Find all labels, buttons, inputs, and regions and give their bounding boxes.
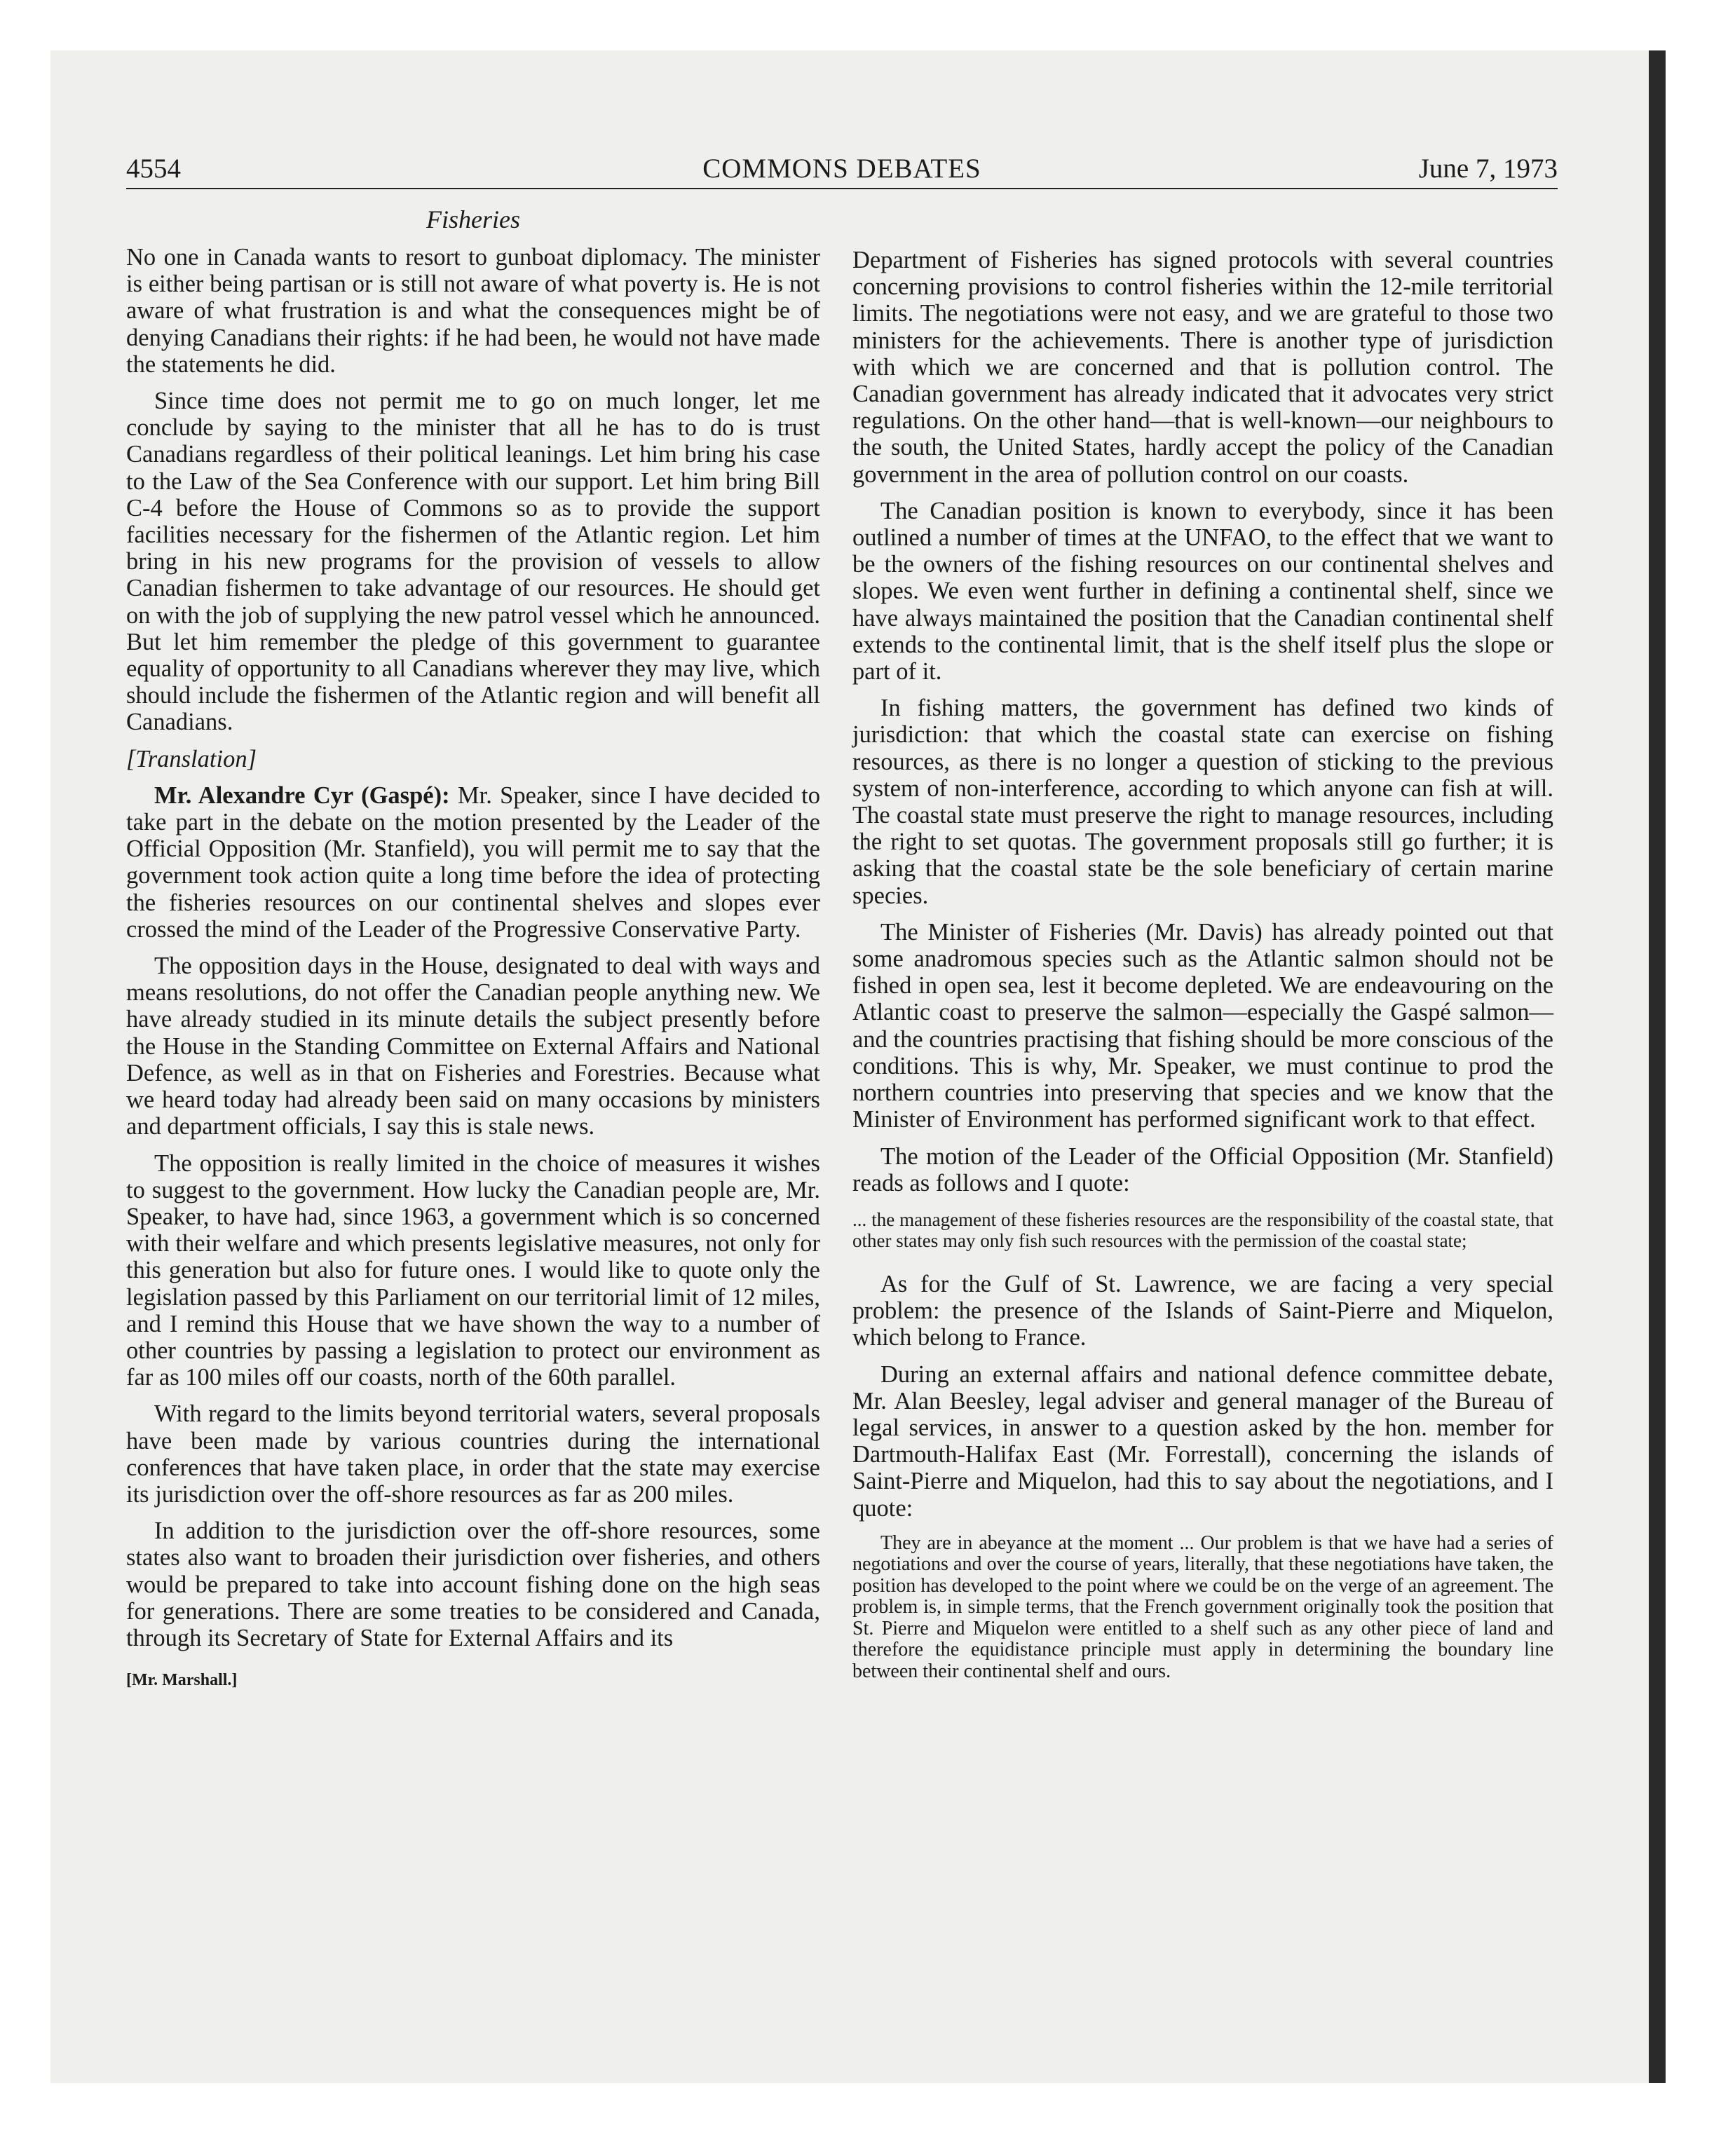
paragraph: The motion of the Leader of the Official Opposition (Mr. Stanfield) reads as follows and I quote: bbox=[852, 1142, 1553, 1196]
paragraph: As for the Gulf of St. Lawrence, we are facing a very special problem: the presence of the Islands of Saint-Pierre and Miquelon, which belong to France. bbox=[852, 1270, 1553, 1351]
speaker-name: Mr. Alexandre Cyr (Gaspé): bbox=[154, 782, 450, 809]
footer-note: [Mr. Marshall.] bbox=[126, 1671, 238, 1690]
translation-tag: [Translation] bbox=[126, 745, 257, 772]
paragraph: No one in Canada wants to resort to gunboat diplomacy. The minister is either being partisan or is still not aware of what poverty is. He is not aware of what frustration is and what the consequences might be of denying Canadians their rights: if he had been, he would not have made the statements he did. bbox=[126, 244, 820, 378]
section-title: Fisheries bbox=[426, 205, 520, 233]
paragraph: Since time does not permit me to go on much longer, let me conclude by saying to the minister that all he has to do is trust Canadians regardless of their political leanings. Let him bring his case to the Law of the Sea Conference with our support. Let him bring Bill C-4 before the House of Commons so as to provide the support facilities necessary for the fishermen of the Atlantic region. Let him bring in his new programs for the provision of vessels to allow Canadian fishermen to take advantage of our resources. He should get on with the job of supplying the new patrol vessel which he announced. But let him remember the pledge of this government to guarantee equality of opportunity to all Canadians wherever they may live, which should include the fishermen of the Atlantic region and will benefit all Canadians. bbox=[126, 388, 820, 736]
scan-edge-bar bbox=[1649, 50, 1666, 2083]
paragraph: In addition to the jurisdiction over the off-shore resources, some states also want to broaden their jurisdiction over fisheries, and others would be prepared to take into account fishing done on the high seas for generations. There are some treaties to be considered and Canada, through its Secretary of State for External Affairs and its bbox=[126, 1517, 820, 1651]
right-column bbox=[852, 247, 1553, 1682]
paragraph: The Minister of Fisheries (Mr. Davis) has already pointed out that some anadromous species such as the Atlantic salmon should not be fished in open sea, lest it become depleted. We are endeavouring on the Atlantic coast to preserve the salmon—especially the Gaspé salmon—and the countries practising that fishing should be more conscious of the conditions. This is why, Mr. Speaker, we must continue to prod the northern countries into preserving that species and we know that the Minister of Environment has performed significant work to that effect. bbox=[852, 918, 1553, 1133]
paragraph: During an external affairs and national defence committee debate, Mr. Alan Beesley, legal adviser and general manager of the Bureau of legal services, in answer to a question asked by the hon. member for Dartmouth-Halifax East (Mr. Forrestall), concerning the islands of Saint-Pierre and Miquelon, had this to say about the negotiations, and I quote: bbox=[852, 1360, 1553, 1522]
page-number: 4554 bbox=[126, 153, 181, 184]
paragraph: The opposition days in the House, designated to deal with ways and means resolutions, do not offer the Canadian people anything new. We have already studied in its minute details the subject presently before the House in the Standing Committee on External Affairs and National Defence, as well as in that on Fisheries and Forestries. Because what we heard today had already been said on many occasions by ministers and department officials, I say this is stale news. bbox=[126, 953, 820, 1140]
publication-title: COMMONS DEBATES bbox=[702, 153, 981, 184]
left-column bbox=[126, 244, 820, 1693]
header-rule bbox=[126, 188, 1558, 189]
speech-paragraph bbox=[126, 782, 820, 943]
publication-date: June 7, 1973 bbox=[1418, 153, 1558, 184]
paragraph: With regard to the limits beyond territorial waters, several proposals have been made by various countries during the international conferences that have taken place, in order that the state may exercise its jurisdiction over the off-shore resources as far as 200 miles. bbox=[126, 1400, 820, 1508]
paragraph: The opposition is really limited in the choice of measures it wishes to suggest to the government. How lucky the Canadian people are, Mr. Speaker, to have had, since 1963, a government which is so concerned with their welfare and which presents legislative measures, not only for this generation but also for future ones. I would like to quote only the legislation passed by this Parliament on our territorial limit of 12 miles, and I remind this House that we have shown the way to a number of other countries by passing a legislation to protect our environment as far as 100 miles off our coasts, north of the 60th parallel. bbox=[126, 1149, 820, 1391]
block-quote: They are in abeyance at the moment ... Our problem is that we have had a series of negotiations and over the course of years, literally, that these negotiations have taken, the position has developed to the point where we could be on the verge of an agreement. The problem is, in simple terms, that the French government originally took the position that St. Pierre and Miquelon were entitled to a shelf such as any other piece of land and therefore the equidistance principle must apply in determining the boundary line between their continental shelf and ours. bbox=[852, 1531, 1553, 1682]
paragraph: The Canadian position is known to everybody, since it has been outlined a number of times at the UNFAO, to the effect that we want to be the owners of the fishing resources on our continental shelves and slopes. We even went further in defining a continental shelf, since we have always maintained the position that the Canadian continental shelf extends to the continental limit, that is the shelf itself plus the slope or part of it. bbox=[852, 497, 1553, 685]
page-header bbox=[126, 153, 1558, 192]
paragraph: Department of Fisheries has signed protocols with several countries concerning provisions to control fisheries within the 12-mile territorial limits. The negotiations were not easy, and we are grateful to those two ministers for the achievements. There is another type of jurisdiction with which we are concerned and that is pollution control. The Canadian government has already indicated that it advocates very strict regulations. On the other hand—that is well-known—our neighbours to the south, the United States, hardly accept the policy of the Canadian government in the area of pollution control on our coasts. bbox=[852, 247, 1553, 488]
paragraph: In fishing matters, the government has defined two kinds of jurisdiction: that which the coastal state can exercise on fishing resources, as there is no longer a question of sticking to the previous system of non-interference, according to which anyone can fish at will. The coastal state must preserve the right to manage resources, including the right to set quotas. The government proposals still go further; it is asking that the coastal state be the sole beneficiary of certain marine species. bbox=[852, 695, 1553, 909]
speech-text: Mr. Speaker, since I have decided to take part in the debate on the motion presented by the Leader of the Official Opposition (Mr. Stanfield), you will permit me to say that the government took action quite a long time before the idea of protecting the fisheries resources on our continental shelves and slopes ever crossed the mind of the Leader of the Progressive Conservative Party. bbox=[126, 782, 820, 943]
block-quote: ... the management of these fisheries resources are the responsibility of the coastal state, that other states may only fish such resources with the permission of the coastal state; bbox=[852, 1208, 1553, 1251]
